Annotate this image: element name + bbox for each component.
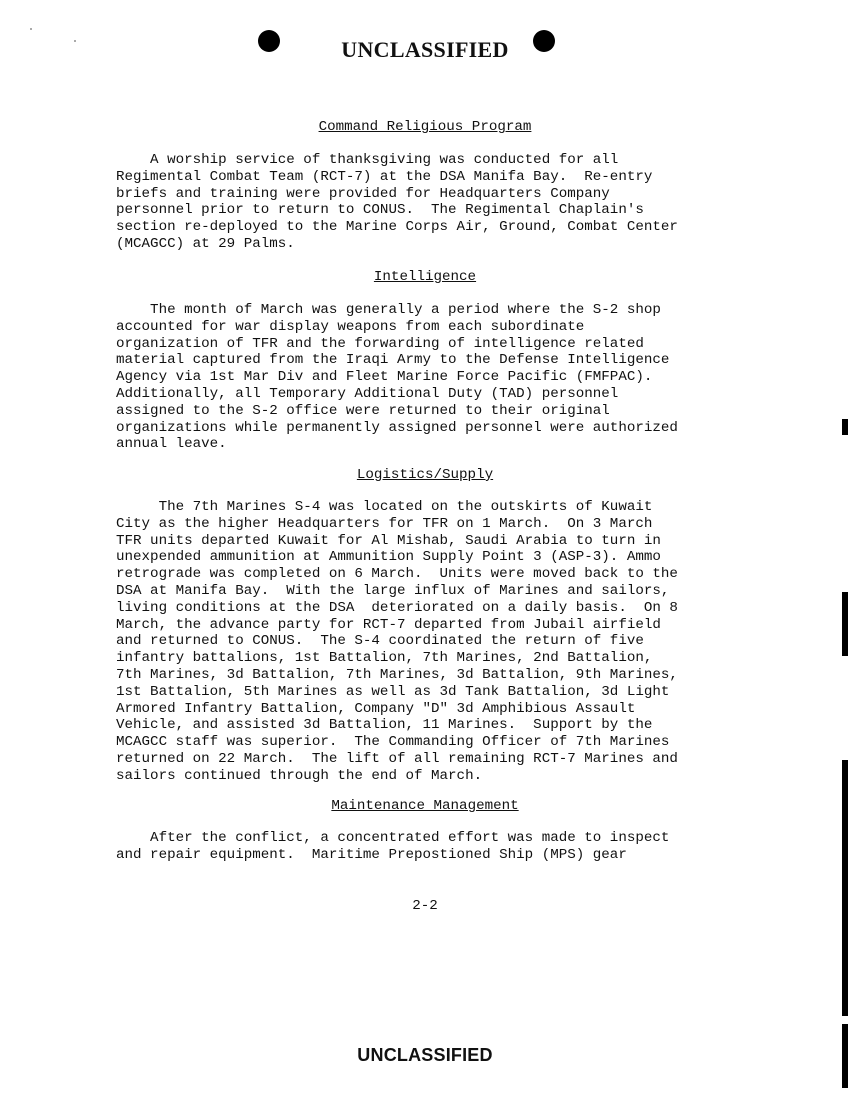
text-line: Agency via 1st Mar Div and Fleet Marine Force Pacific (FMFPAC). [116, 369, 653, 386]
text-line: DSA at Manifa Bay. With the large influx of Marines and sailors, [116, 582, 670, 599]
text-line: and repair equipment. Maritime Prepostioned Ship (MPS) gear [116, 846, 627, 863]
text-line: infantry battalions, 1st Battalion, 7th Marines, 2nd Battalion, [116, 650, 653, 667]
page-header [0, 30, 850, 70]
page-number: 2-2 [412, 898, 438, 914]
text-line: City as the higher Headquarters for TFR on 1 March. On 3 March [116, 515, 653, 532]
text-line: Vehicle, and assisted 3d Battalion, 11 Marines. Support by the [116, 717, 653, 734]
text-line: section re-deployed to the Marine Corps Air, Ground, Combat Center [116, 219, 678, 236]
text-line: 1st Battalion, 5th Marines as well as 3d Tank Battalion, 3d Light [116, 683, 670, 700]
text-line: organization of TFR and the forwarding of intelligence related [116, 335, 644, 352]
text-line: assigned to the S-2 office were returned to their original [116, 402, 610, 419]
footer-classification: UNCLASSIFIED [357, 1045, 493, 1065]
text-line: Armored Infantry Battalion, Company "D" 3d Amphibious Assault [116, 700, 636, 717]
change-bar [842, 760, 848, 1016]
section-body-intelligence [116, 302, 796, 453]
section-heading-maintenance: Maintenance Management [331, 798, 519, 814]
text-line: MCAGCC staff was superior. The Commanding Officer of 7th Marines [116, 734, 670, 751]
section-heading-logistics: Logistics/Supply [356, 467, 494, 483]
text-line: accounted for war display weapons from each subordinate [116, 318, 585, 335]
text-line: briefs and training were provided for Headquarters Company [116, 185, 610, 202]
scan-speck [74, 40, 76, 42]
text-line: Additionally, all Temporary Additional Duty (TAD) personnel [116, 385, 619, 402]
text-line: living conditions at the DSA deteriorated on a daily basis. On 8 [116, 599, 678, 616]
text-line: retrograde was completed on 6 March. Units were moved back to the [116, 566, 678, 583]
text-line: unexpended ammunition at Ammunition Supply Point 3 (ASP-3). Ammo [116, 549, 661, 566]
text-line: The 7th Marines S-4 was located on the outskirts of Kuwait [116, 499, 653, 515]
change-bar [842, 592, 848, 656]
section-heading-intelligence: Intelligence [373, 269, 477, 285]
text-line: A worship service of thanksgiving was conducted for all [116, 152, 619, 168]
text-line: (MCAGCC) at 29 Palms. [116, 235, 295, 252]
section-heading-religious: Command Religious Program [318, 119, 532, 135]
text-line: and returned to CONUS. The S-4 coordinated the return of five [116, 633, 644, 650]
header-classification: UNCLASSIFIED [341, 37, 509, 62]
text-line: annual leave. [116, 436, 227, 453]
scan-speck [30, 28, 32, 30]
text-line: 7th Marines, 3d Battalion, 7th Marines, 3d Battalion, 9th Marines, [116, 666, 678, 683]
change-bar [842, 1024, 848, 1088]
header-right-dot [533, 30, 555, 52]
text-line: material captured from the Iraqi Army to the Defense Intelligence [116, 352, 670, 369]
text-line: returned on 22 March. The lift of all remaining RCT-7 Marines and [116, 750, 678, 767]
section-body-logistics [116, 499, 796, 785]
text-line: Regimental Combat Team (RCT-7) at the DSA Manifa Bay. Re-entry [116, 168, 653, 185]
text-line: organizations while permanently assigned personnel were authorized [116, 419, 678, 436]
text-line: personnel prior to return to CONUS. The Regimental Chaplain's [116, 202, 644, 219]
section-body-religious [116, 152, 796, 253]
text-line: sailors continued through the end of March. [116, 767, 483, 784]
text-line: March, the advance party for RCT-7 departed from Jubail airfield [116, 616, 661, 633]
text-line: TFR units departed Kuwait for Al Mishab, Saudi Arabia to turn in [116, 532, 661, 549]
text-line: The month of March was generally a period where the S-2 shop [116, 302, 661, 318]
text-line: After the conflict, a concentrated effort was made to inspect [116, 830, 670, 846]
change-bar [842, 419, 848, 435]
section-body-maintenance [116, 830, 796, 864]
